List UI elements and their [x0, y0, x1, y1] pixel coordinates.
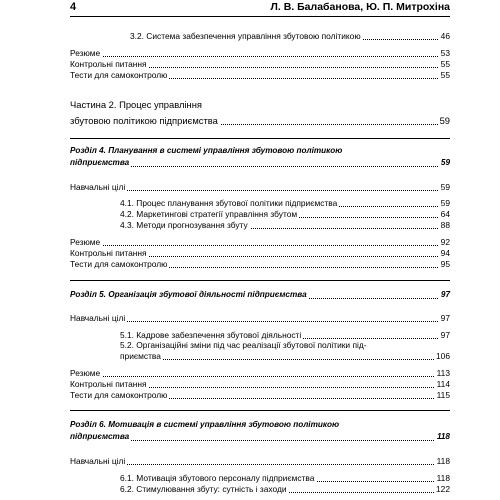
- toc-entry: 5.1. Кадрове забезпечення збутової діяльності 97: [120, 330, 450, 340]
- separator: [70, 280, 450, 281]
- page-header: [70, 0, 450, 17]
- toc-entry: Навчальні цілі 118: [70, 456, 450, 466]
- toc-entry: 6.2. Стимулювання збуту: сутність і заходи 122: [120, 484, 450, 494]
- toc-entry: Тести для самоконтролю 95: [70, 259, 450, 269]
- section-title: підприємства 59: [70, 158, 450, 167]
- toc-entry: Навчальні цілі 97: [70, 313, 450, 323]
- toc-entry: приємства 106: [120, 351, 450, 361]
- toc-entry: 3.2. Система забезпечення управління збутовою політикою 46: [130, 31, 450, 41]
- section-title: Розділ 5. Організація збутової діяльності підприємства 97: [70, 290, 450, 299]
- toc-entry: Резюме 53: [70, 48, 450, 58]
- toc-entry: Контрольні питання 114: [70, 379, 450, 389]
- section-title: підприємства 118: [70, 432, 450, 441]
- toc-entry: Тести для самоконтролю 55: [70, 70, 450, 80]
- toc-entry: Резюме 113: [70, 368, 450, 378]
- toc-entry: Резюме 92: [70, 237, 450, 247]
- part-title-line1: Частина 2. Процес управління: [70, 99, 202, 110]
- separator: [70, 410, 450, 411]
- toc-entry-line1: 5.2. Організаційні зміни під час реалізації збутової політики під-: [120, 340, 367, 350]
- page-number: 4: [70, 1, 77, 13]
- section-title-line1: Розділ 6. Мотивація в системі управління збутовою політикою: [70, 420, 340, 429]
- part-title: збутовою політикою підприємства 59: [70, 115, 450, 126]
- toc-entry: 4.1. Процес планування збутової політики підприємства 59: [120, 198, 450, 208]
- toc-entry: 6.1. Мотивація збутового персоналу підприємства 118: [120, 473, 450, 483]
- section-title-line1: Розділ 4. Планування в системі управління збутовою політикою: [70, 146, 343, 155]
- toc-entry: Тести для самоконтролю 115: [70, 390, 450, 400]
- toc-entry: 4.2. Маркетингові стратегії управління збутом 64: [120, 209, 450, 219]
- toc-entry: Контрольні питання 55: [70, 59, 450, 69]
- separator: [70, 138, 450, 139]
- toc-entry: Навчальні цілі 59: [70, 182, 450, 192]
- running-head-authors: Л. В. Балабанова, Ю. П. Митрохіна: [270, 1, 450, 13]
- toc-entry: 4.3. Методи прогнозування збуту 88: [120, 220, 450, 230]
- toc-entry: Контрольні питання 94: [70, 248, 450, 258]
